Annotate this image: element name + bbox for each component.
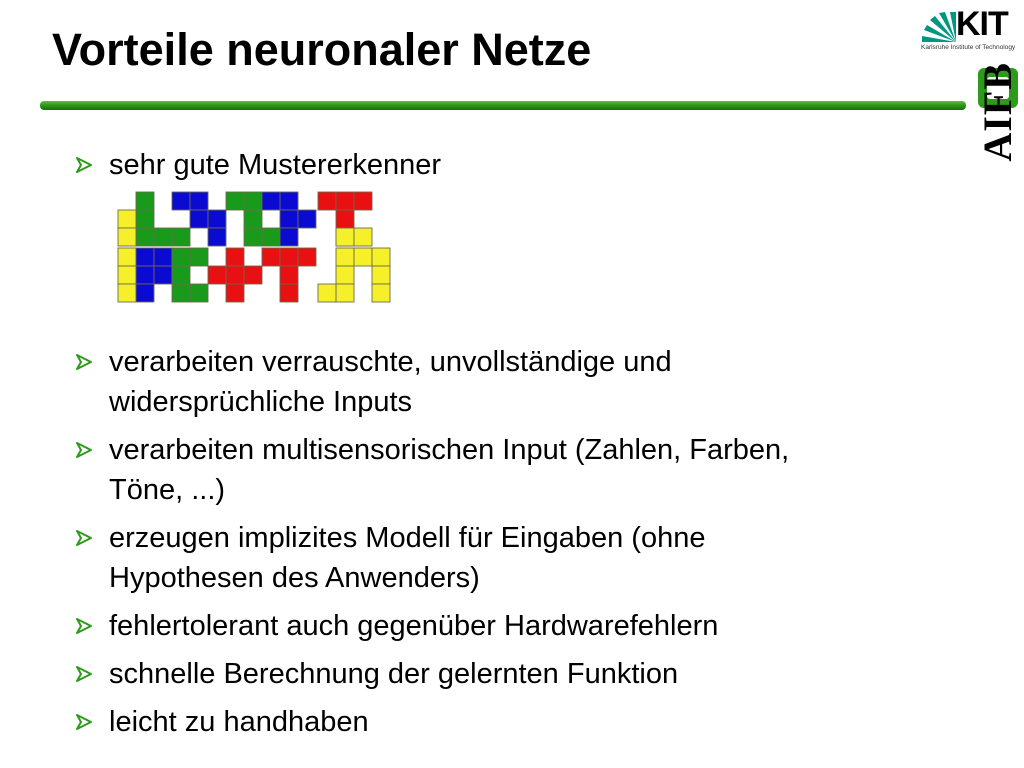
bullet-item	[74, 430, 954, 510]
aifb-wordmark: AIFB	[975, 62, 1020, 162]
bullet-text-line1: verarbeiten verrauschte, unvollständige und	[109, 346, 672, 378]
pentomino-cell	[226, 192, 244, 210]
bullet-text-line1: schnelle Berechnung der gelernten Funktion	[109, 658, 679, 690]
pentomino-cell	[172, 192, 190, 210]
pentomino-cell	[372, 284, 390, 302]
yellow-pentomino-piece	[118, 210, 136, 302]
pentomino-cell	[280, 266, 298, 284]
pentomino-cell	[336, 266, 354, 284]
pentomino-cell	[336, 228, 354, 246]
green-pentomino-piece	[172, 248, 208, 302]
pentomino-cell	[226, 284, 244, 302]
pentomino-cell	[244, 266, 262, 284]
yellow-pentomino-piece	[354, 228, 390, 302]
pentomino-cell	[262, 192, 280, 210]
pentomino-cell	[336, 248, 354, 266]
pentomino-cell	[354, 192, 372, 210]
pentomino-cell	[280, 284, 298, 302]
bullet-item	[74, 145, 954, 185]
pentomino-cell	[244, 210, 262, 228]
pentomino-cell	[172, 284, 190, 302]
pentomino-cell	[136, 192, 154, 210]
pentomino-cell	[118, 228, 136, 246]
pentomino-cell	[244, 228, 262, 246]
pentomino-cell	[136, 228, 154, 246]
arrow-bullet-icon	[74, 665, 94, 683]
bullet-text-line2: Töne, ...)	[109, 474, 226, 506]
red-pentomino-piece	[262, 248, 316, 302]
pentomino-cell	[154, 248, 172, 266]
pentomino-cell	[118, 210, 136, 228]
pentomino-cell	[118, 248, 136, 266]
pentomino-cell	[372, 248, 390, 266]
kit-wordmark: KIT	[956, 5, 1008, 43]
pentomino-cell	[136, 284, 154, 302]
pentomino-cell	[190, 248, 208, 266]
bullet-item	[74, 342, 954, 422]
pentomino-cell	[154, 228, 172, 246]
kit-subtitle: Karlsruhe Institute of Technology	[921, 44, 1016, 51]
pentomino-cell	[318, 192, 336, 210]
blue-pentomino-piece	[136, 248, 172, 302]
pentomino-cell	[226, 248, 244, 266]
pentomino-cell	[372, 266, 390, 284]
arrow-bullet-icon	[74, 441, 94, 459]
pentomino-cell	[244, 192, 262, 210]
pentomino-cell	[336, 192, 354, 210]
pentomino-cell	[190, 284, 208, 302]
pentomino-cell	[154, 266, 172, 284]
pentomino-cell	[298, 210, 316, 228]
pentomino-cell	[318, 284, 336, 302]
pentomino-illustration	[116, 191, 406, 316]
pentomino-cell	[118, 284, 136, 302]
pentomino-cell	[208, 228, 226, 246]
bullet-item	[74, 654, 954, 694]
pentomino-cell	[354, 248, 372, 266]
pentomino-cell	[280, 248, 298, 266]
slide-title: Vorteile neuronaler Netze	[52, 24, 592, 75]
pentomino-cell	[172, 228, 190, 246]
pentomino-cell	[262, 248, 280, 266]
bullet-list-top	[74, 145, 954, 185]
pentomino-cell	[172, 266, 190, 284]
pentomino-cell	[118, 266, 136, 284]
kit-fan-icon	[920, 10, 958, 44]
pentomino-cell	[336, 210, 354, 228]
bullet-text-line1: erzeugen implizites Modell für Eingaben (ohne	[109, 522, 706, 554]
arrow-bullet-icon	[74, 529, 94, 547]
bullet-text-line1: verarbeiten multisensorischen Input (Zahlen, Farben,	[109, 434, 790, 466]
title-underline	[40, 101, 966, 110]
bullet-text: sehr gute Mustererkenner	[109, 149, 442, 181]
aifb-logo	[972, 62, 1024, 232]
kit-logo	[918, 4, 1018, 58]
red-pentomino-piece	[208, 248, 262, 302]
pentomino-cell	[262, 228, 280, 246]
pentomino-cell	[190, 192, 208, 210]
pentomino-cell	[136, 248, 154, 266]
bullet-list-bottom	[74, 342, 954, 750]
arrow-bullet-icon	[74, 617, 94, 635]
bullet-text-line2: Hypothesen des Anwenders)	[109, 562, 480, 594]
pentomino-cell	[136, 266, 154, 284]
pentomino-cell	[190, 210, 208, 228]
bullet-text-line2: widersprüchliche Inputs	[109, 386, 413, 418]
arrow-bullet-icon	[74, 156, 94, 174]
pentomino-cell	[354, 228, 372, 246]
bullet-item	[74, 606, 954, 646]
arrow-bullet-icon	[74, 353, 94, 371]
bullet-text-line1: fehlertolerant auch gegenüber Hardwarefehlern	[109, 610, 719, 642]
bullet-item	[74, 702, 954, 742]
pentomino-cell	[280, 210, 298, 228]
pentomino-cell	[226, 266, 244, 284]
bullet-item	[74, 518, 954, 598]
pentomino-cell	[172, 248, 190, 266]
arrow-bullet-icon	[74, 713, 94, 731]
yellow-pentomino-piece	[318, 228, 354, 302]
pentomino-cell	[298, 248, 316, 266]
pentomino-cell	[336, 284, 354, 302]
pentomino-cell	[136, 210, 154, 228]
pentomino-cell	[208, 210, 226, 228]
bullet-text-line1: leicht zu handhaben	[109, 706, 369, 738]
pentomino-cell	[280, 192, 298, 210]
pentomino-cell	[208, 266, 226, 284]
pentomino-cell	[280, 228, 298, 246]
